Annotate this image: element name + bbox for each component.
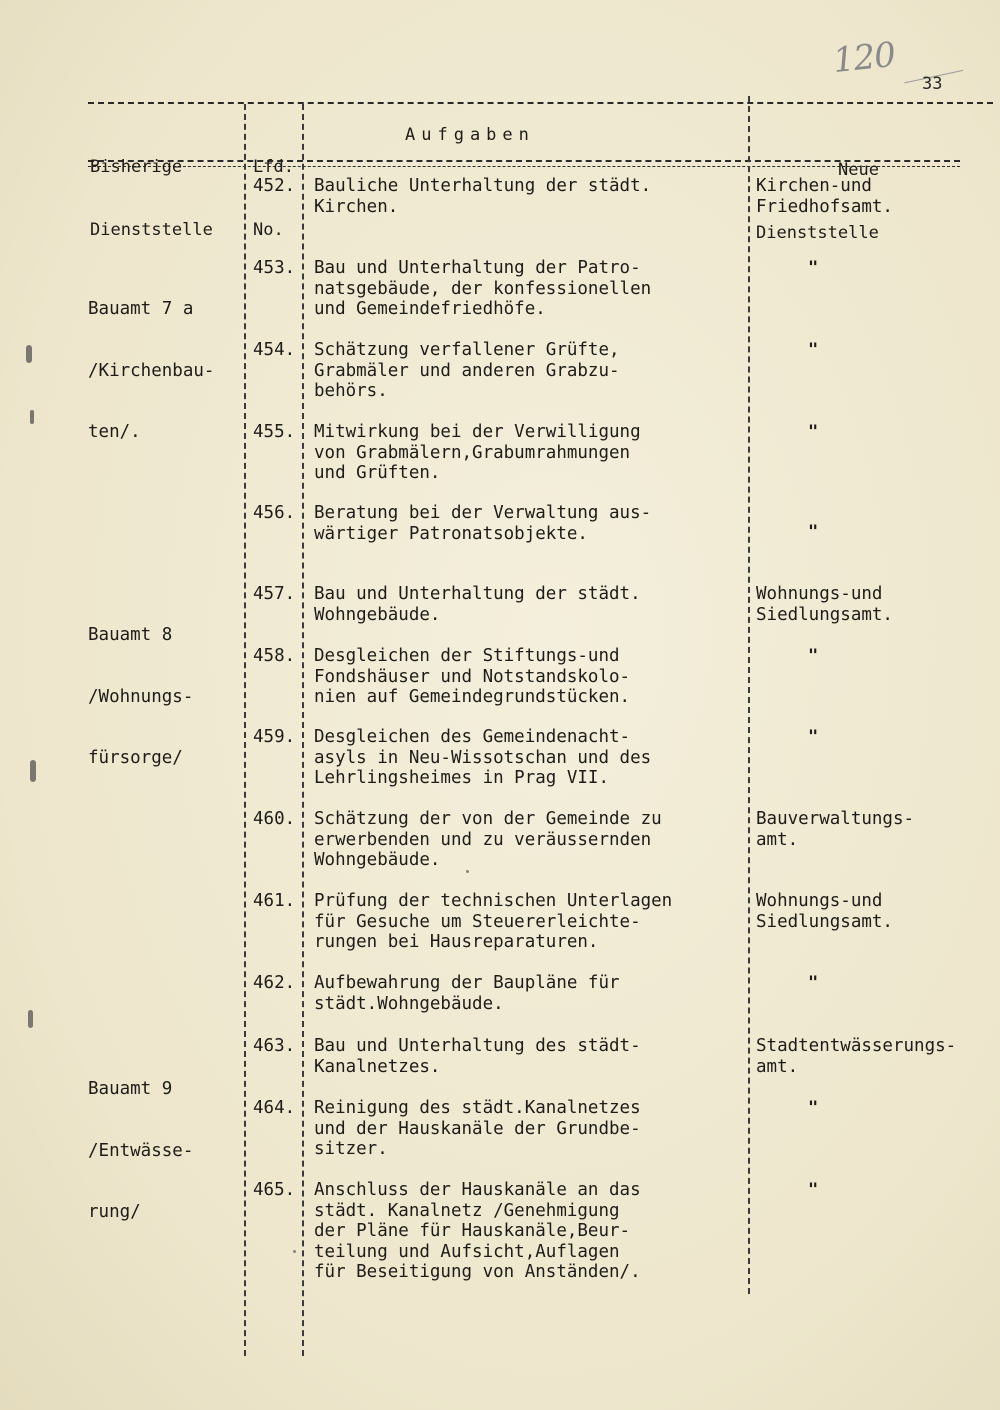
row-number: 456.: [253, 503, 296, 523]
row-number: 452.: [253, 176, 296, 196]
group-line: rung/: [88, 1202, 141, 1222]
row-new-department: Wohnungs-und Siedlungsamt.: [756, 891, 893, 932]
group-line: ten/.: [88, 422, 141, 442]
row-number: 462.: [253, 973, 296, 993]
row-new-department-ditto: ": [808, 973, 819, 993]
row-task: Desgleichen des Gemeindenacht- asyls in Neu-Wissotschan und des Lehrlingsheimes in Prag VII.: [314, 727, 652, 788]
header-former-department-line2: Dienststelle: [90, 220, 213, 240]
group-line: Bauamt 9: [88, 1079, 173, 1099]
row-new-department: Kirchen-und Friedhofsamt.: [756, 176, 893, 217]
row-new-department-ditto: ": [808, 422, 819, 442]
paper-speck: [293, 1250, 296, 1253]
row-number: 454.: [253, 340, 296, 360]
group-bauamt-8: [88, 584, 193, 810]
row-new-department-ditto: ": [808, 258, 819, 278]
row-task: Bau und Unterhaltung der städt. Wohngebäude.: [314, 584, 641, 625]
row-number: 461.: [253, 891, 296, 911]
row-new-department: Bauverwaltungs- amt.: [756, 809, 915, 850]
row-new-department: Stadtentwässerungs- amt.: [756, 1036, 957, 1077]
column-rule-1: [244, 104, 246, 1356]
header-top-rule: [88, 102, 993, 104]
group-line: Bauamt 7 a: [88, 299, 194, 319]
group-bauamt-9: [88, 1038, 193, 1264]
row-task: Reinigung des städt.Kanalnetzes und der Hauskanäle der Grundbe- sitzer.: [314, 1098, 641, 1159]
row-number: 463.: [253, 1036, 296, 1056]
group-line: /Wohnungs-: [88, 686, 194, 707]
row-task: Bau und Unterhaltung des städt- Kanalnetzes.: [314, 1036, 641, 1077]
group-line: /Entwässe-: [88, 1140, 194, 1161]
group-line: /Kirchenbau-: [88, 360, 215, 381]
row-new-department-ditto: ": [808, 340, 819, 360]
row-number: 459.: [253, 727, 296, 747]
column-rule-3: [748, 96, 750, 1294]
column-rule-2: [302, 104, 304, 1356]
punch-mark: [30, 410, 34, 424]
row-number: 455.: [253, 422, 296, 442]
row-new-department-ditto: ": [808, 727, 819, 747]
row-task: Bauliche Unterhaltung der städt. Kirchen.: [314, 176, 652, 217]
group-bauamt-7a: [88, 258, 214, 484]
row-task: Aufbewahrung der Baupläne für städt.Wohngebäude.: [314, 973, 620, 1014]
row-task: Schätzung der von der Gemeinde zu erwerbenden und zu veräussernden Wohngebäude.: [314, 809, 662, 870]
header-former-department-line1: Bisherige: [90, 157, 183, 177]
row-new-department-ditto: ": [808, 646, 819, 666]
page-number: 33: [922, 74, 943, 94]
row-task: Desgleichen der Stiftungs-und Fondshäuser und Notstandskolo- nien auf Gemeindegrundstücken.: [314, 646, 631, 707]
row-number: 457.: [253, 584, 296, 604]
header-new-department-line2: Dienststelle: [756, 223, 879, 243]
header-serial-number-line2: No.: [253, 220, 284, 240]
folio-number: 120: [831, 34, 897, 82]
row-number: 460.: [253, 809, 296, 829]
punch-mark: [28, 1010, 33, 1028]
row-task: Anschluss der Hauskanäle an das städt. Kanalnetz /Genehmigung der Pläne für Hauskanäle,Beur- teilung und Aufsicht,Auflagen für Beseitigung von Anständen/.: [314, 1180, 641, 1282]
row-new-department: Wohnungs-und Siedlungsamt.: [756, 584, 893, 625]
header-new-department-line1: Neue: [838, 160, 879, 180]
header-serial-number-line1: Lfd.: [253, 157, 294, 177]
punch-mark: [26, 345, 32, 363]
group-line: Bauamt 8: [88, 625, 173, 645]
punch-mark: [30, 760, 36, 782]
group-line: fürsorge/: [88, 748, 183, 768]
row-new-department-ditto: ": [808, 1180, 819, 1200]
row-task: Schätzung verfallener Grüfte, Grabmäler und anderen Grabzu- behörs.: [314, 340, 620, 401]
row-task: Mitwirkung bei der Verwilligung von Grabmälern,Grabumrahmungen und Grüften.: [314, 422, 641, 483]
row-task: Prüfung der technischen Unterlagen für Gesuche um Steuererleichte- rungen bei Hausreparaturen.: [314, 891, 673, 952]
row-number: 464.: [253, 1098, 296, 1118]
row-task: Beratung bei der Verwaltung aus- wärtiger Patronatsobjekte.: [314, 503, 652, 544]
row-new-department-ditto: ": [808, 1098, 819, 1118]
row-number: 458.: [253, 646, 296, 666]
row-task: Bau und Unterhaltung der Patro- natsgebäude, der konfessionellen und Gemeindefriedhöfe.: [314, 258, 652, 319]
row-new-department-ditto: ": [808, 522, 819, 542]
header-tasks: Aufgaben: [405, 125, 535, 145]
paper-speck: [466, 870, 469, 873]
row-number: 465.: [253, 1180, 296, 1200]
row-number: 453.: [253, 258, 296, 278]
